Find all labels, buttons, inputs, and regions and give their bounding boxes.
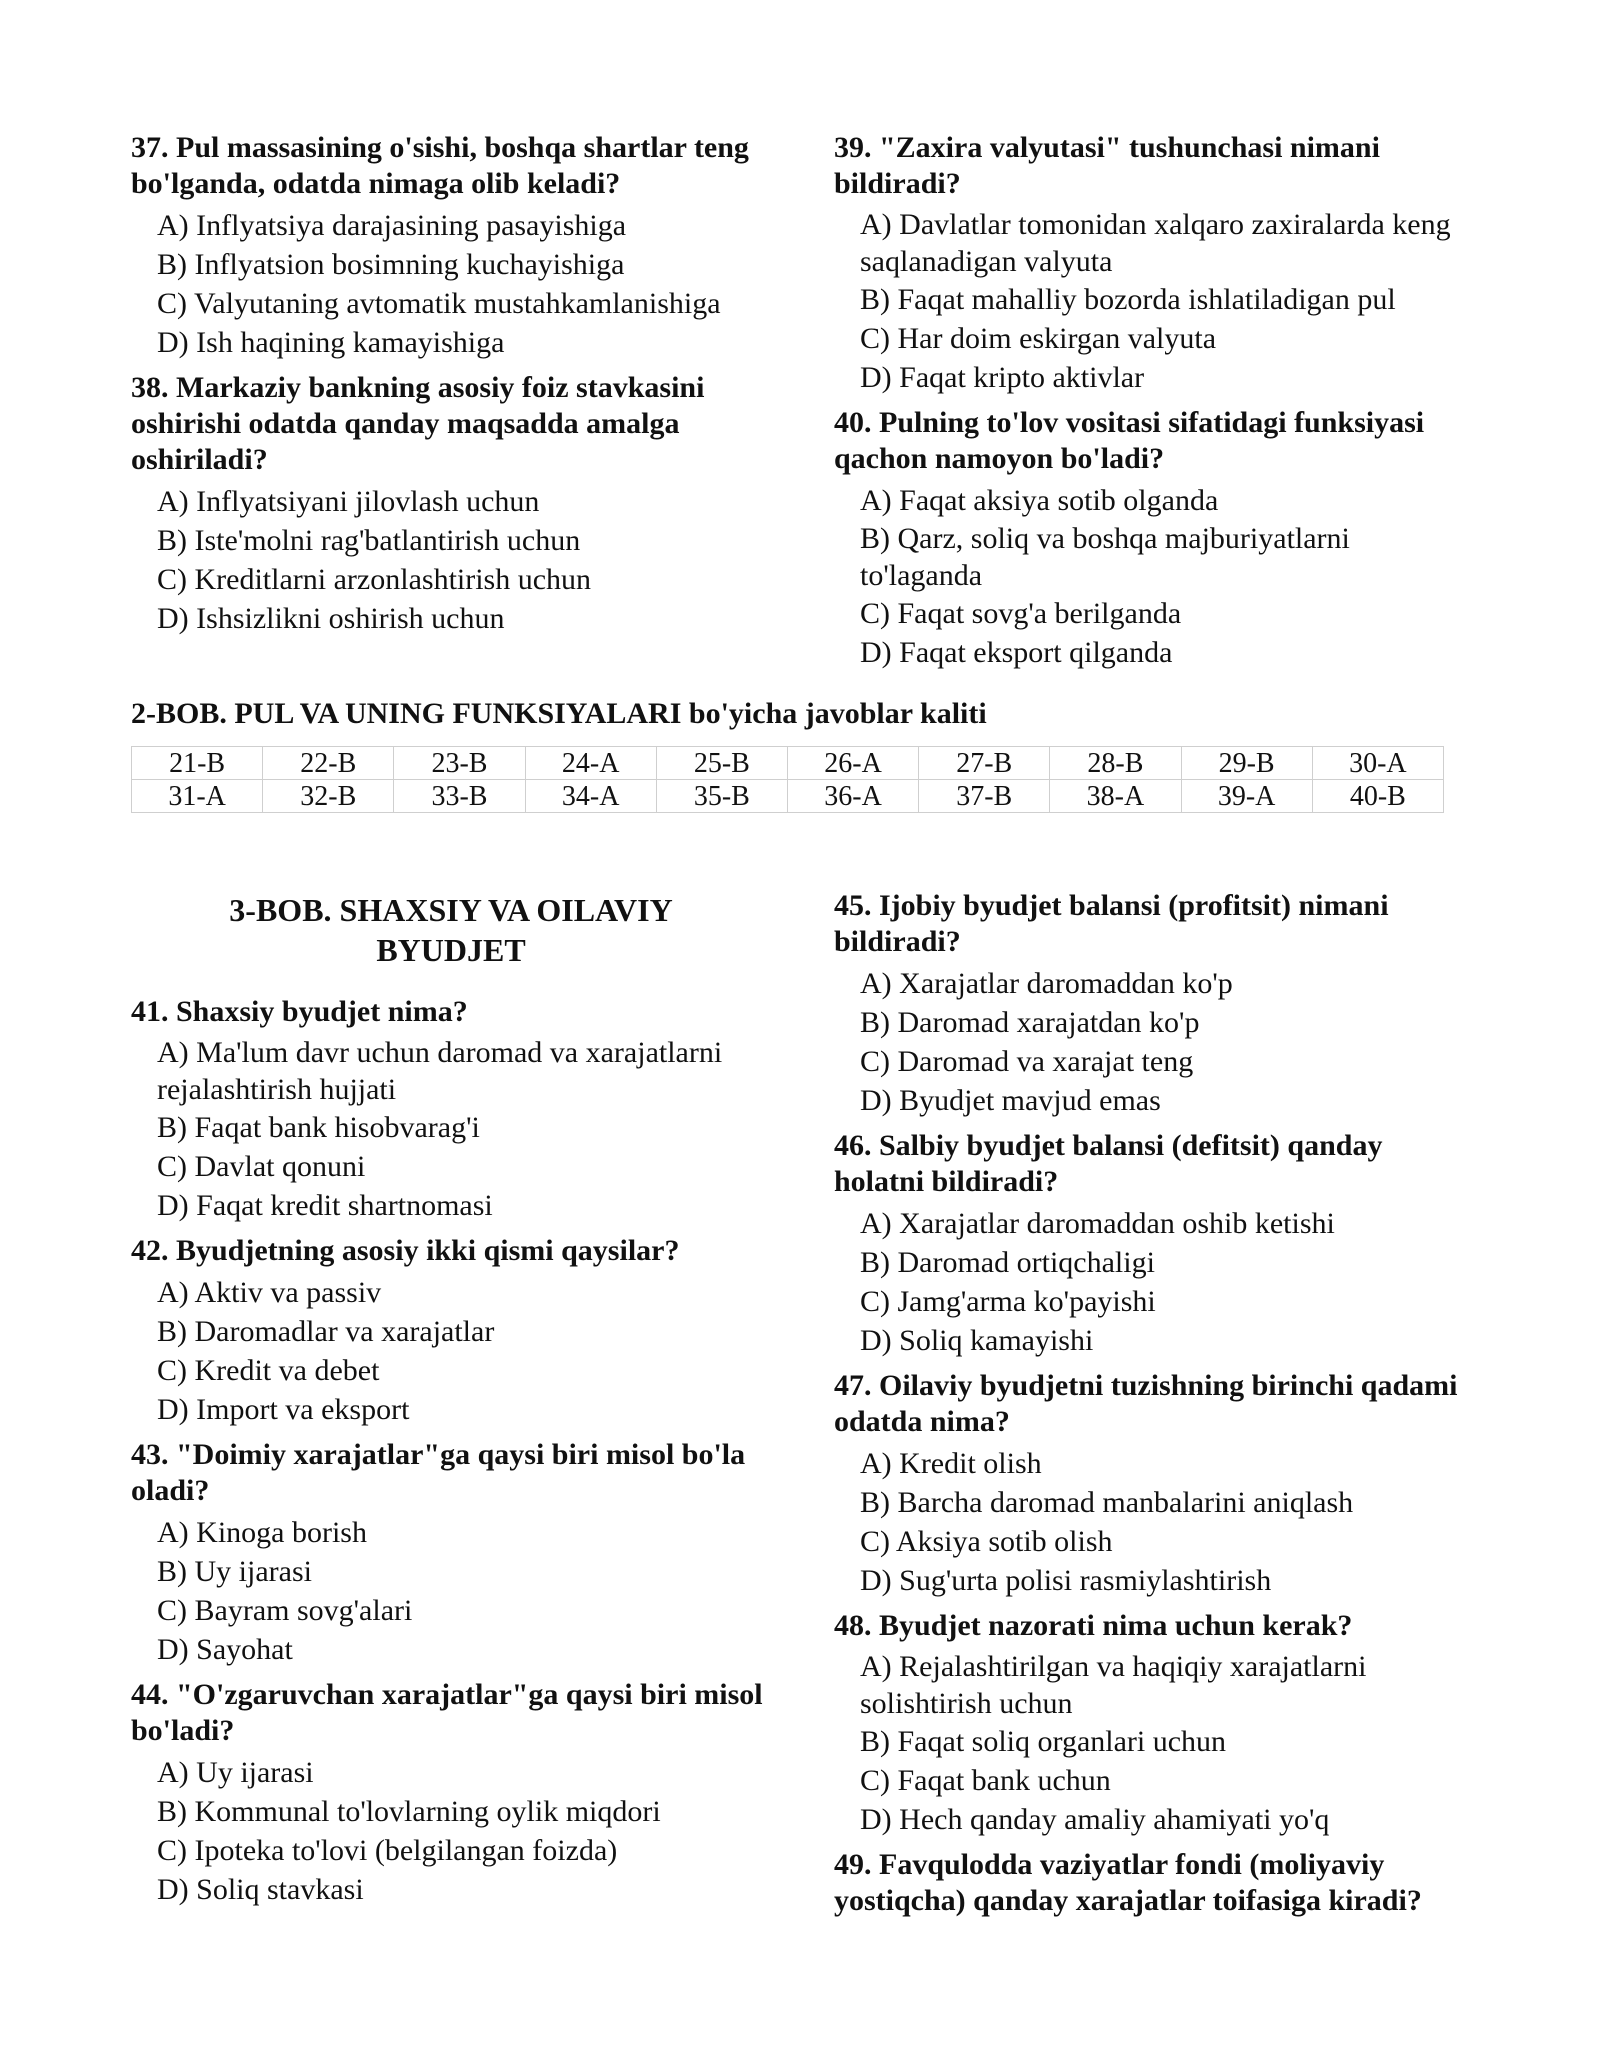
option-b: B) Uy ijarasi	[157, 1555, 312, 1588]
question-40	[834, 405, 1474, 672]
question-title: 37. Pul massasining o'sishi, boshqa shartlar teng bo'lganda, odatda nimaga olib keladi?	[131, 131, 749, 200]
answer-key-cell: 26-A	[787, 747, 918, 780]
question-42	[131, 1233, 771, 1429]
option-c: C) Davlat qonuni	[157, 1150, 366, 1183]
option-c: C) Aksiya sotib olish	[860, 1525, 1113, 1558]
top-left-column	[131, 130, 771, 638]
question-49	[834, 1847, 1474, 1919]
answer-key-cell: 31-A	[132, 780, 263, 813]
option-d: D) Byudjet mavjud emas	[860, 1084, 1161, 1117]
question-44	[131, 1677, 771, 1909]
answer-key-cell: 25-B	[656, 747, 787, 780]
option-b: B) Daromad xarajatdan ko'p	[860, 1006, 1200, 1039]
question-48	[834, 1608, 1474, 1839]
option-c: C) Bayram sovg'alari	[157, 1594, 413, 1627]
option-d: D) Soliq kamayishi	[860, 1324, 1094, 1357]
answer-key-cell: 27-B	[919, 747, 1050, 780]
option-b: B) Faqat soliq organlari uchun	[860, 1725, 1227, 1758]
answer-key-cell: 36-A	[787, 780, 918, 813]
question-45	[834, 888, 1474, 1120]
question-title: 48. Byudjet nazorati nima uchun kerak?	[834, 1609, 1353, 1642]
question-43	[131, 1437, 771, 1669]
option-d: D) Import va eksport	[157, 1393, 410, 1426]
answer-key-cell: 35-B	[656, 780, 787, 813]
chapter-title-line-2: BYUDJET	[376, 932, 526, 968]
option-d: D) Sayohat	[157, 1633, 293, 1666]
option-b: B) Kommunal to'lovlarning oylik miqdori	[157, 1795, 661, 1828]
option-a: A) Rejalashtirilgan va haqiqiy xarajatlarni solishtirish uchun	[860, 1650, 1367, 1720]
option-b: B) Iste'molni rag'batlantirish uchun	[157, 524, 581, 557]
answer-key-cell: 32-B	[263, 780, 394, 813]
option-b: B) Barcha daromad manbalarini aniqlash	[860, 1486, 1354, 1519]
option-d: D) Ish haqining kamayishiga	[157, 326, 505, 359]
answer-key-row	[132, 747, 1444, 780]
option-c: C) Jamg'arma ko'payishi	[860, 1285, 1156, 1318]
option-a: A) Kinoga borish	[157, 1516, 367, 1549]
answer-key-cell: 37-B	[919, 780, 1050, 813]
question-title: 41. Shaxsiy byudjet nima?	[131, 995, 468, 1028]
bottom-left-column	[131, 994, 771, 1909]
option-c: C) Kredit va debet	[157, 1354, 380, 1387]
option-c: C) Faqat sovg'a berilganda	[860, 597, 1182, 630]
option-b: B) Faqat bank hisobvarag'i	[157, 1111, 480, 1144]
question-title: 39. "Zaxira valyutasi" tushunchasi nimani bildiradi?	[834, 131, 1380, 200]
question-38	[131, 370, 771, 638]
answer-key-cell: 38-A	[1050, 780, 1181, 813]
answer-key-cell: 23-B	[394, 747, 525, 780]
option-a: A) Kredit olish	[860, 1447, 1042, 1480]
option-d: D) Ishsizlikni oshirish uchun	[157, 602, 505, 635]
option-c: C) Faqat bank uchun	[860, 1764, 1111, 1797]
answer-key-cell: 21-B	[132, 747, 263, 780]
option-d: D) Faqat kredit shartnomasi	[157, 1189, 493, 1222]
answer-key-cell: 30-A	[1312, 747, 1443, 780]
answer-key-cell: 40-B	[1312, 780, 1443, 813]
question-title: 46. Salbiy byudjet balansi (defitsit) qanday holatni bildiradi?	[834, 1129, 1383, 1198]
option-d: D) Soliq stavkasi	[157, 1873, 364, 1906]
option-d: D) Sug'urta polisi rasmiylashtirish	[860, 1564, 1272, 1597]
option-d: D) Faqat kripto aktivlar	[860, 361, 1145, 394]
option-b: B) Daromad ortiqchaligi	[860, 1246, 1155, 1279]
question-title: 42. Byudjetning asosiy ikki qismi qaysilar?	[131, 1234, 680, 1267]
answer-key-heading: 2-BOB. PUL VA UNING FUNKSIYALARI bo'yicha javoblar kaliti	[131, 697, 987, 730]
option-a: A) Ma'lum davr uchun daromad va xarajatlarni rejalashtirish hujjati	[157, 1036, 723, 1106]
question-title: 44. "O'zgaruvchan xarajatlar"ga qaysi biri misol bo'ladi?	[131, 1678, 763, 1747]
bottom-right-column	[834, 888, 1474, 1919]
answer-key-table	[131, 746, 1444, 813]
answer-key-cell: 22-B	[263, 747, 394, 780]
question-title: 38. Markaziy bankning asosiy foiz stavkasini oshirishi odatda qanday maqsadda amalga oshiriladi?	[131, 371, 705, 476]
chapter-title	[131, 890, 771, 970]
option-c: C) Har doim eskirgan valyuta	[860, 322, 1217, 355]
chapter-title-line-1: 3-BOB. SHAXSIY VA OILAVIY	[229, 892, 673, 928]
option-d: D) Hech qanday amaliy ahamiyati yo'q	[860, 1803, 1330, 1836]
question-title: 45. Ijobiy byudjet balansi (profitsit) nimani bildiradi?	[834, 889, 1389, 958]
question-title: 47. Oilaviy byudjetni tuzishning birinchi qadami odatda nima?	[834, 1369, 1458, 1438]
answer-key-row	[132, 780, 1444, 813]
option-a: A) Davlatlar tomonidan xalqaro zaxiralarda keng saqlanadigan valyuta	[860, 208, 1451, 278]
answer-key-cell: 33-B	[394, 780, 525, 813]
option-d: D) Faqat eksport qilganda	[860, 636, 1173, 669]
option-a: A) Xarajatlar daromaddan oshib ketishi	[860, 1207, 1335, 1240]
option-c: C) Daromad va xarajat teng	[860, 1045, 1194, 1078]
option-b: B) Inflyatsion bosimning kuchayishiga	[157, 248, 625, 281]
option-b: B) Qarz, soliq va boshqa majburiyatlarni to'laganda	[860, 522, 1350, 592]
question-37	[131, 130, 771, 362]
option-a: A) Xarajatlar daromaddan ko'p	[860, 967, 1233, 1000]
answer-key-cell: 24-A	[525, 747, 656, 780]
option-c: C) Kreditlarni arzonlashtirish uchun	[157, 563, 592, 596]
question-46	[834, 1128, 1474, 1360]
option-b: B) Daromadlar va xarajatlar	[157, 1315, 495, 1348]
question-title: 49. Favqulodda vaziyatlar fondi (moliyaviy yostiqcha) qanday xarajatlar toifasiga kiradi?	[834, 1848, 1422, 1917]
option-c: C) Ipoteka to'lovi (belgilangan foizda)	[157, 1834, 618, 1867]
option-a: A) Inflyatsiya darajasining pasayishiga	[157, 209, 627, 242]
answer-key-cell: 29-B	[1181, 747, 1312, 780]
answer-key-cell: 28-B	[1050, 747, 1181, 780]
question-title: 43. "Doimiy xarajatlar"ga qaysi biri misol bo'la oladi?	[131, 1438, 746, 1507]
answer-key-cell: 34-A	[525, 780, 656, 813]
option-b: B) Faqat mahalliy bozorda ishlatiladigan pul	[860, 283, 1396, 316]
option-c: C) Valyutaning avtomatik mustahkamlanishiga	[157, 287, 721, 320]
question-title: 40. Pulning to'lov vositasi sifatidagi funksiyasi qachon namoyon bo'ladi?	[834, 406, 1425, 475]
option-a: A) Uy ijarasi	[157, 1756, 314, 1789]
option-a: A) Inflyatsiyani jilovlash uchun	[157, 485, 540, 518]
question-41	[131, 994, 771, 1225]
answer-key-cell: 39-A	[1181, 780, 1312, 813]
question-39	[834, 130, 1474, 397]
option-a: A) Aktiv va passiv	[157, 1276, 382, 1309]
option-a: A) Faqat aksiya sotib olganda	[860, 484, 1219, 517]
question-47	[834, 1368, 1474, 1600]
top-right-column	[834, 130, 1474, 672]
